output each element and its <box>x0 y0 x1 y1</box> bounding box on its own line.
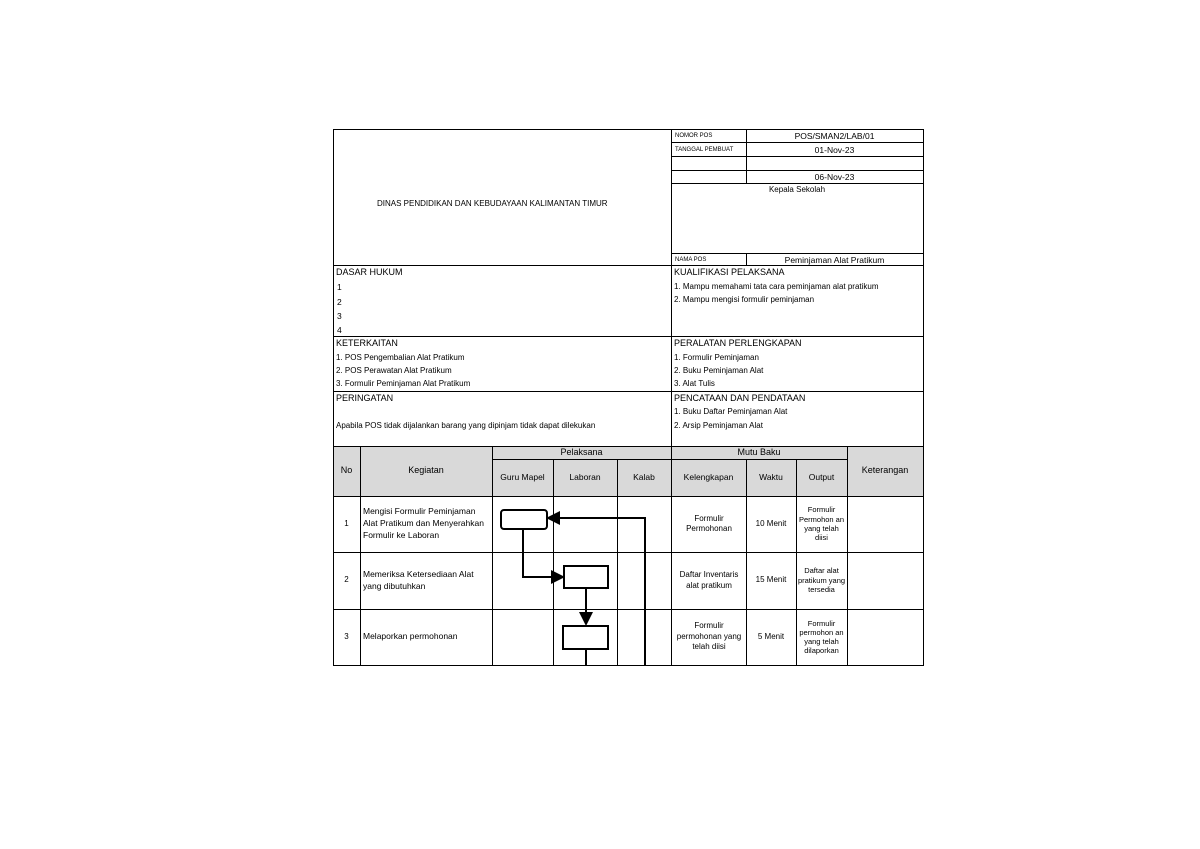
col-kegiatan-header: Kegiatan <box>408 465 444 476</box>
kualifikasi-title: KUALIFIKASI PELAKSANA <box>674 267 785 277</box>
row-waktu: 5 Menit <box>757 631 785 641</box>
dasar-hukum-item: 1 <box>337 282 342 292</box>
row-output: Formulir Permohon an yang telah diisi <box>798 505 845 543</box>
meta-label-nomor: NOMOR POS <box>675 133 713 139</box>
col-no-header: No <box>340 465 353 476</box>
pencatatan-item: 2. Arsip Peminjaman Alat <box>674 421 763 430</box>
row-kegiatan: Memeriksa Ketersediaan Alat yang dibutuhkan <box>363 568 474 591</box>
keterkaitan-item: 3. Formulir Peminjaman Alat Pratikum <box>336 379 471 388</box>
peralatan-item: 3. Alat Tulis <box>674 379 715 388</box>
flow-connector <box>523 529 563 577</box>
row-kelengkapan: Daftar Inventaris alat pratikum <box>679 570 739 590</box>
mutu-kelengkapan: Kelengkapan <box>683 471 734 482</box>
col-keterangan-header: Keterangan <box>861 465 909 476</box>
peralatan-item: 2. Buku Peminjaman Alat <box>674 366 764 375</box>
dasar-hukum-item: 3 <box>337 311 342 321</box>
keterkaitan-item: 1. POS Pengembalian Alat Pratikum <box>336 353 465 362</box>
dasar-hukum-item: 2 <box>337 297 342 307</box>
peringatan-title: PERINGATAN <box>336 393 394 403</box>
mutu-waktu: Waktu <box>759 471 783 482</box>
meta-value-nomor: POS/SMAN2/LAB/01 <box>794 131 875 141</box>
actor-kalab: Kalab <box>633 471 655 482</box>
row-kegiatan: Mengisi Formulir Peminjaman Alat Pratikum dan Menyerahkan Formulir ke Laboran <box>363 506 484 540</box>
row-waktu: 15 Menit <box>755 575 787 585</box>
col-mutu-header: Mutu Baku <box>737 446 781 457</box>
row-no: 2 <box>344 575 349 585</box>
row-waktu: 10 Menit <box>755 518 787 528</box>
actor-guru-mapel: Guru Mapel <box>500 471 545 482</box>
meta-value-date2: 06-Nov-23 <box>814 172 855 182</box>
meta-value-tanggal: 01-Nov-23 <box>814 145 855 155</box>
flow-process-box <box>563 626 608 649</box>
pos-name-label: NAMA POS <box>675 257 707 263</box>
row-output: Formulir permohon an yang telah dilaporkan <box>799 619 844 655</box>
mutu-output: Output <box>808 471 835 482</box>
row-no: 1 <box>344 518 349 528</box>
pencatatan-title: PENCATAAN DAN PENDATAAN <box>674 393 806 403</box>
approver-title: Kepala Sekolah <box>768 185 826 194</box>
actor-laboran: Laboran <box>569 471 601 482</box>
row-no: 3 <box>344 631 349 641</box>
keterkaitan-title: KETERKAITAN <box>336 338 398 348</box>
flow-process-box <box>564 566 608 588</box>
kualifikasi-item: 1. Mampu memahami tata cara peminjaman alat pratikum <box>674 282 879 291</box>
peringatan-text: Apabila POS tidak dijalankan barang yang dipinjam tidak dapat dilekukan <box>336 421 596 430</box>
dasar-hukum-title: DASAR HUKUM <box>336 267 403 277</box>
row-output: Daftar alat pratikum yang tersedia <box>797 566 846 595</box>
peralatan-item: 1. Formulir Peminjaman <box>674 353 759 362</box>
kualifikasi-item: 2. Mampu mengisi formulir peminjaman <box>674 295 815 304</box>
agency-title: DINAS PENDIDIKAN DAN KEBUDAYAAN KALIMANTAN TIMUR <box>377 199 608 208</box>
row-kelengkapan: Formulir Permohonan <box>686 513 732 533</box>
meta-label-tanggal: TANGGAL PEMBUAT <box>675 147 734 153</box>
keterkaitan-item: 2. POS Perawatan Alat Pratikum <box>336 366 452 375</box>
row-kegiatan: Melaporkan permohonan <box>363 631 458 642</box>
row-kelengkapan: Formulir permohonan yang telah diisi <box>676 621 742 652</box>
pos-name-value: Peminjaman Alat Pratikum <box>784 255 885 265</box>
pencatatan-item: 1. Buku Daftar Peminjaman Alat <box>674 407 788 416</box>
dasar-hukum-item: 4 <box>337 325 342 335</box>
flow-start-box <box>501 510 547 529</box>
col-pelaksana-header: Pelaksana <box>560 446 603 457</box>
peralatan-title: PERALATAN PERLENGKAPAN <box>674 338 802 348</box>
